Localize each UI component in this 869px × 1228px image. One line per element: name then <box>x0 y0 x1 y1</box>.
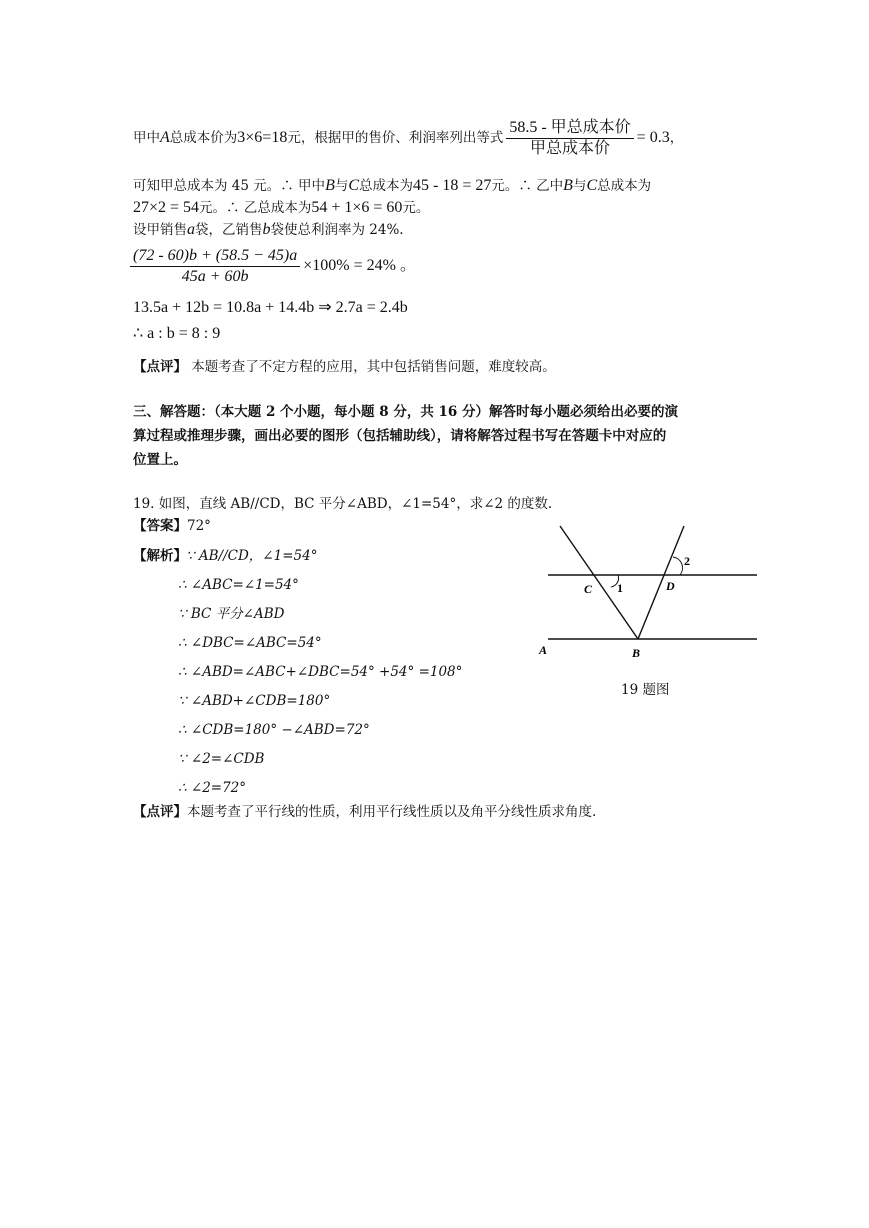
section3-line2: 算过程或推理步骤，画出必要的图形（包括辅助线），请将解答过程书写在答题卡中对应的 <box>133 428 667 444</box>
eq1-numerator: (72 - 60)b + (58.5 − 45)a <box>130 246 300 267</box>
expr: 54 + 1×6 = 60 <box>311 199 403 216</box>
label-A: A <box>539 643 548 657</box>
step: ∴ ∠DBC=∠ABC=54° <box>178 635 322 651</box>
para1-pre: 甲中 <box>133 130 160 146</box>
para1-eq: = 0.3 <box>636 129 670 146</box>
step: ∴ ∠ABD=∠ABC+∠DBC=54° +54° =108° <box>178 664 463 680</box>
review-tag: 【点评】 <box>133 804 187 820</box>
label-C: C <box>584 582 593 596</box>
var-b: b <box>262 221 271 238</box>
para2-line1 <box>133 176 651 196</box>
expr: 27×2 = 54 <box>133 199 200 216</box>
var-C: C <box>586 177 598 194</box>
review-1 <box>133 357 556 377</box>
text: 设甲销售 <box>133 222 187 238</box>
q19-stem: 19. 如图，直线 AB//CD，BC 平分∠ABD，∠1=54°，求∠2 的度数. <box>133 496 553 512</box>
line-bc <box>560 526 638 639</box>
para1-post: 元，根据甲的售价、利润率列出等式 <box>287 130 504 146</box>
figure-19 <box>530 520 770 670</box>
equation-1 <box>130 244 416 288</box>
text: 总成本为 <box>597 178 652 194</box>
eq1-rest: ×100% = 24% 。 <box>303 257 416 274</box>
fraction-numerator: 58.5 - 甲总成本价 <box>506 118 633 139</box>
angle-2-arc <box>673 557 683 575</box>
para1-expr: 3×6=18 <box>237 129 288 146</box>
para1-line <box>133 118 683 159</box>
figure-caption: 19 题图 <box>621 682 670 698</box>
section3-line3: 位置上。 <box>133 452 187 468</box>
review-text: 本题考查了平行线的性质，利用平行线性质以及角平分线性质求角度. <box>187 804 597 820</box>
text: 元。∴ 乙总成本为 <box>199 200 312 216</box>
label-B: B <box>632 646 641 660</box>
label-D: D <box>666 579 675 593</box>
var-B: B <box>325 177 335 194</box>
profit-fraction <box>506 118 633 159</box>
section3-line1: 三、解答题：（本大题 2 个小题，每小题 8 分，共 16 分）解答时每小题必须给出必要的演 <box>133 404 679 420</box>
expr: 45 - 18 = 27 <box>413 177 492 194</box>
label-2: 2 <box>684 554 690 568</box>
eq1-denominator: 45a + 60b <box>181 268 249 285</box>
text: 元。∴ 乙中 <box>491 178 564 194</box>
text: 总成本为 <box>359 178 414 194</box>
equation-3: ∴ a : b = 8 : 9 <box>133 325 221 342</box>
review-tag: 【点评】 <box>133 359 187 375</box>
text: 袋，乙销售 <box>195 222 263 238</box>
review-2 <box>133 802 596 822</box>
review-text: 本题考查了不定方程的应用，其中包括销售问题，难度较高。 <box>187 359 556 375</box>
text: 可知甲总成本为 45 元。∴ 甲中 <box>133 178 326 194</box>
text: 与 <box>572 178 587 194</box>
para2-line2 <box>133 198 429 218</box>
label-1: 1 <box>617 581 623 595</box>
var-B: B <box>563 177 573 194</box>
step: ∵ ∠ABD+∠CDB=180° <box>178 693 331 709</box>
text: 与 <box>334 178 349 194</box>
analysis-tag: 【解析】 <box>133 548 187 564</box>
answer-value: 72° <box>187 518 211 534</box>
step: ∴ ∠CDB=180° −∠ABD=72° <box>178 722 370 738</box>
step: ∵ BC 平分∠ABD <box>178 606 285 622</box>
step: ∴ ∠ABC=∠1=54° <box>178 577 299 593</box>
para1-mid: 总成本价为 <box>169 130 238 146</box>
eq1-fraction <box>130 246 300 287</box>
text: 元。 <box>402 200 430 216</box>
equation-2: 13.5a + 12b = 10.8a + 14.4b ⇒ 2.7a = 2.4b <box>133 299 408 316</box>
var-C: C <box>348 177 360 194</box>
para2-line3 <box>133 220 404 240</box>
step: ∵ ∠2=∠CDB <box>178 751 265 767</box>
step: ∴ ∠2=72° <box>178 780 247 796</box>
var-a: a <box>187 221 195 238</box>
answer-tag: 【答案】 <box>133 518 187 534</box>
fraction-denominator: 甲总成本价 <box>529 140 610 157</box>
para1-end: ， <box>669 130 684 146</box>
step: ∵ AB//CD，∠1=54° <box>186 548 318 564</box>
q19-answer <box>133 516 211 536</box>
text: 袋使总利润率为 24%. <box>270 222 404 238</box>
line-bd <box>638 526 684 639</box>
var-A: A <box>160 129 170 146</box>
